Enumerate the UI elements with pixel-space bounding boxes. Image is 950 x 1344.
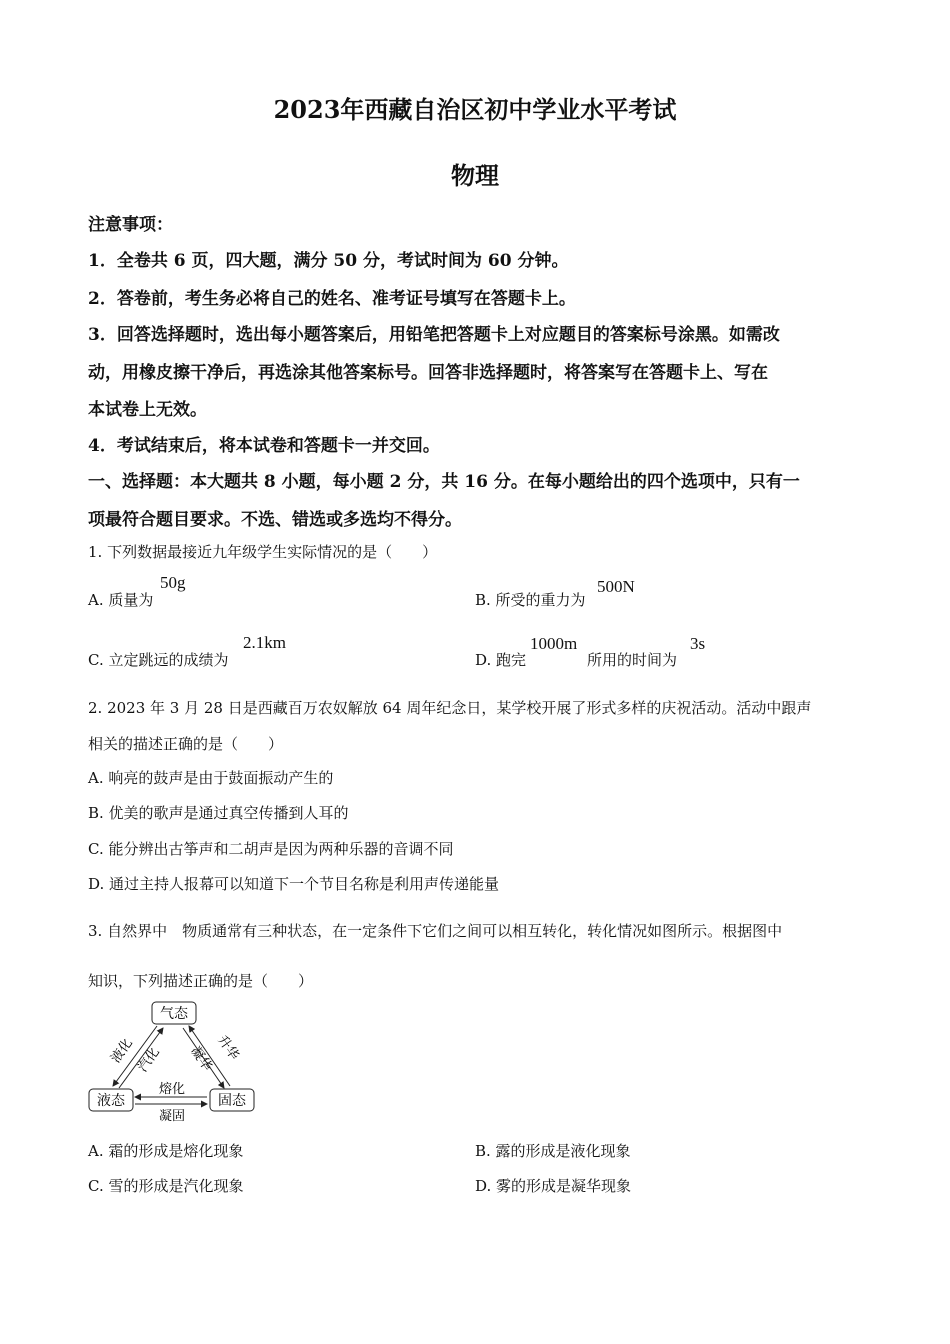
q1-stem: 1. 下列数据最接近九年级学生实际情况的是（ ）	[88, 543, 438, 561]
q2-stem-line-2: 相关的描述正确的是（ ）	[88, 735, 284, 753]
sublimate-label: 升华	[214, 1033, 242, 1063]
phase-change-diagram	[85, 998, 265, 1128]
melt-label: 熔化	[158, 1082, 186, 1097]
note-item-3-line-1: 3．回答选择题时，选出每小题答案后，用铅笔把答题卡上对应题目的答案标号涂黑。如需改	[88, 325, 780, 345]
q2-option-c: C. 能分辨出古筝声和二胡声是因为两种乐器的音调不同	[88, 840, 454, 858]
section-1-heading-line-2: 项最符合题目要求。不选、错选或多选均不得分。	[88, 510, 462, 530]
gas-label: 气态	[160, 1006, 188, 1022]
note-item-2: 2．答卷前，考生务必将自己的姓名、准考证号填写在答题卡上。	[88, 289, 576, 309]
q1-option-d-value-2: 3s	[690, 634, 706, 653]
q1-option-a-text: A. 质量为	[88, 591, 154, 609]
q2-option-b: B. 优美的歌声是通过真空传播到人耳的	[88, 804, 349, 822]
q1-option-d-value-1: 1000m	[530, 634, 578, 653]
section-1-heading-line-1: 一、选择题：本大题共 8 小题，每小题 2 分，共 16 分。在每小题给出的四个选项中，只有一	[88, 472, 800, 492]
liquefy-label: 液化	[108, 1036, 136, 1066]
q3-option-a: A. 霜的形成是熔化现象	[88, 1142, 244, 1160]
q1-option-c-text: C. 立定跳远的成绩为	[88, 651, 229, 669]
note-item-3-line-2: 动，用橡皮擦干净后，再选涂其他答案标号。回答非选择题时，将答案写在答题卡上、写在	[88, 363, 768, 383]
note-item-1: 1．全卷共 6 页，四大题，满分 50 分，考试时间为 60 分钟。	[88, 251, 569, 271]
q3-option-d: D. 雾的形成是凝华现象	[475, 1177, 632, 1195]
q1-option-a-value: 50g	[160, 573, 186, 592]
exam-title: 2023年西藏自治区初中学业水平考试	[273, 95, 677, 124]
freeze-label: 凝固	[158, 1109, 186, 1124]
exam-subject: 物理	[451, 161, 499, 190]
q1-option-d-text-2: 所用的时间为	[587, 651, 678, 669]
deposit-label: 凝华	[187, 1044, 215, 1074]
vaporize-label: 汽化	[135, 1045, 163, 1075]
q3-stem-line-1: 3. 自然界中 物质通常有三种状态，在一定条件下它们之间可以相互转化，转化情况如图所示。根据图中	[88, 922, 783, 940]
q2-option-d: D. 通过主持人报幕可以知道下一个节目名称是利用声传递能量	[88, 875, 500, 893]
q1-option-d-text-1: D. 跑完	[475, 651, 527, 669]
q3-option-c: C. 雪的形成是汽化现象	[88, 1177, 244, 1195]
notes-heading: 注意事项：	[88, 215, 173, 235]
q2-option-a: A. 响亮的鼓声是由于鼓面振动产生的	[88, 769, 334, 787]
solid-label: 固态	[218, 1093, 246, 1109]
q1-option-b-text: B. 所受的重力为	[475, 591, 586, 609]
q3-option-b: B. 露的形成是液化现象	[475, 1142, 631, 1160]
q3-stem-line-2: 知识，下列描述正确的是（ ）	[88, 972, 314, 990]
note-item-4: 4．考试结束后，将本试卷和答题卡一并交回。	[88, 436, 440, 456]
note-item-3-line-3: 本试卷上无效。	[88, 400, 207, 420]
q2-stem-line-1: 2. 2023 年 3 月 28 日是西藏百万农奴解放 64 周年纪念日，某学校开展了形式多样的庆祝活动。活动中跟声	[88, 699, 812, 717]
liquid-label: 液态	[97, 1093, 125, 1109]
q1-option-c-value: 2.1km	[243, 633, 286, 652]
q1-option-b-value: 500N	[597, 577, 635, 596]
